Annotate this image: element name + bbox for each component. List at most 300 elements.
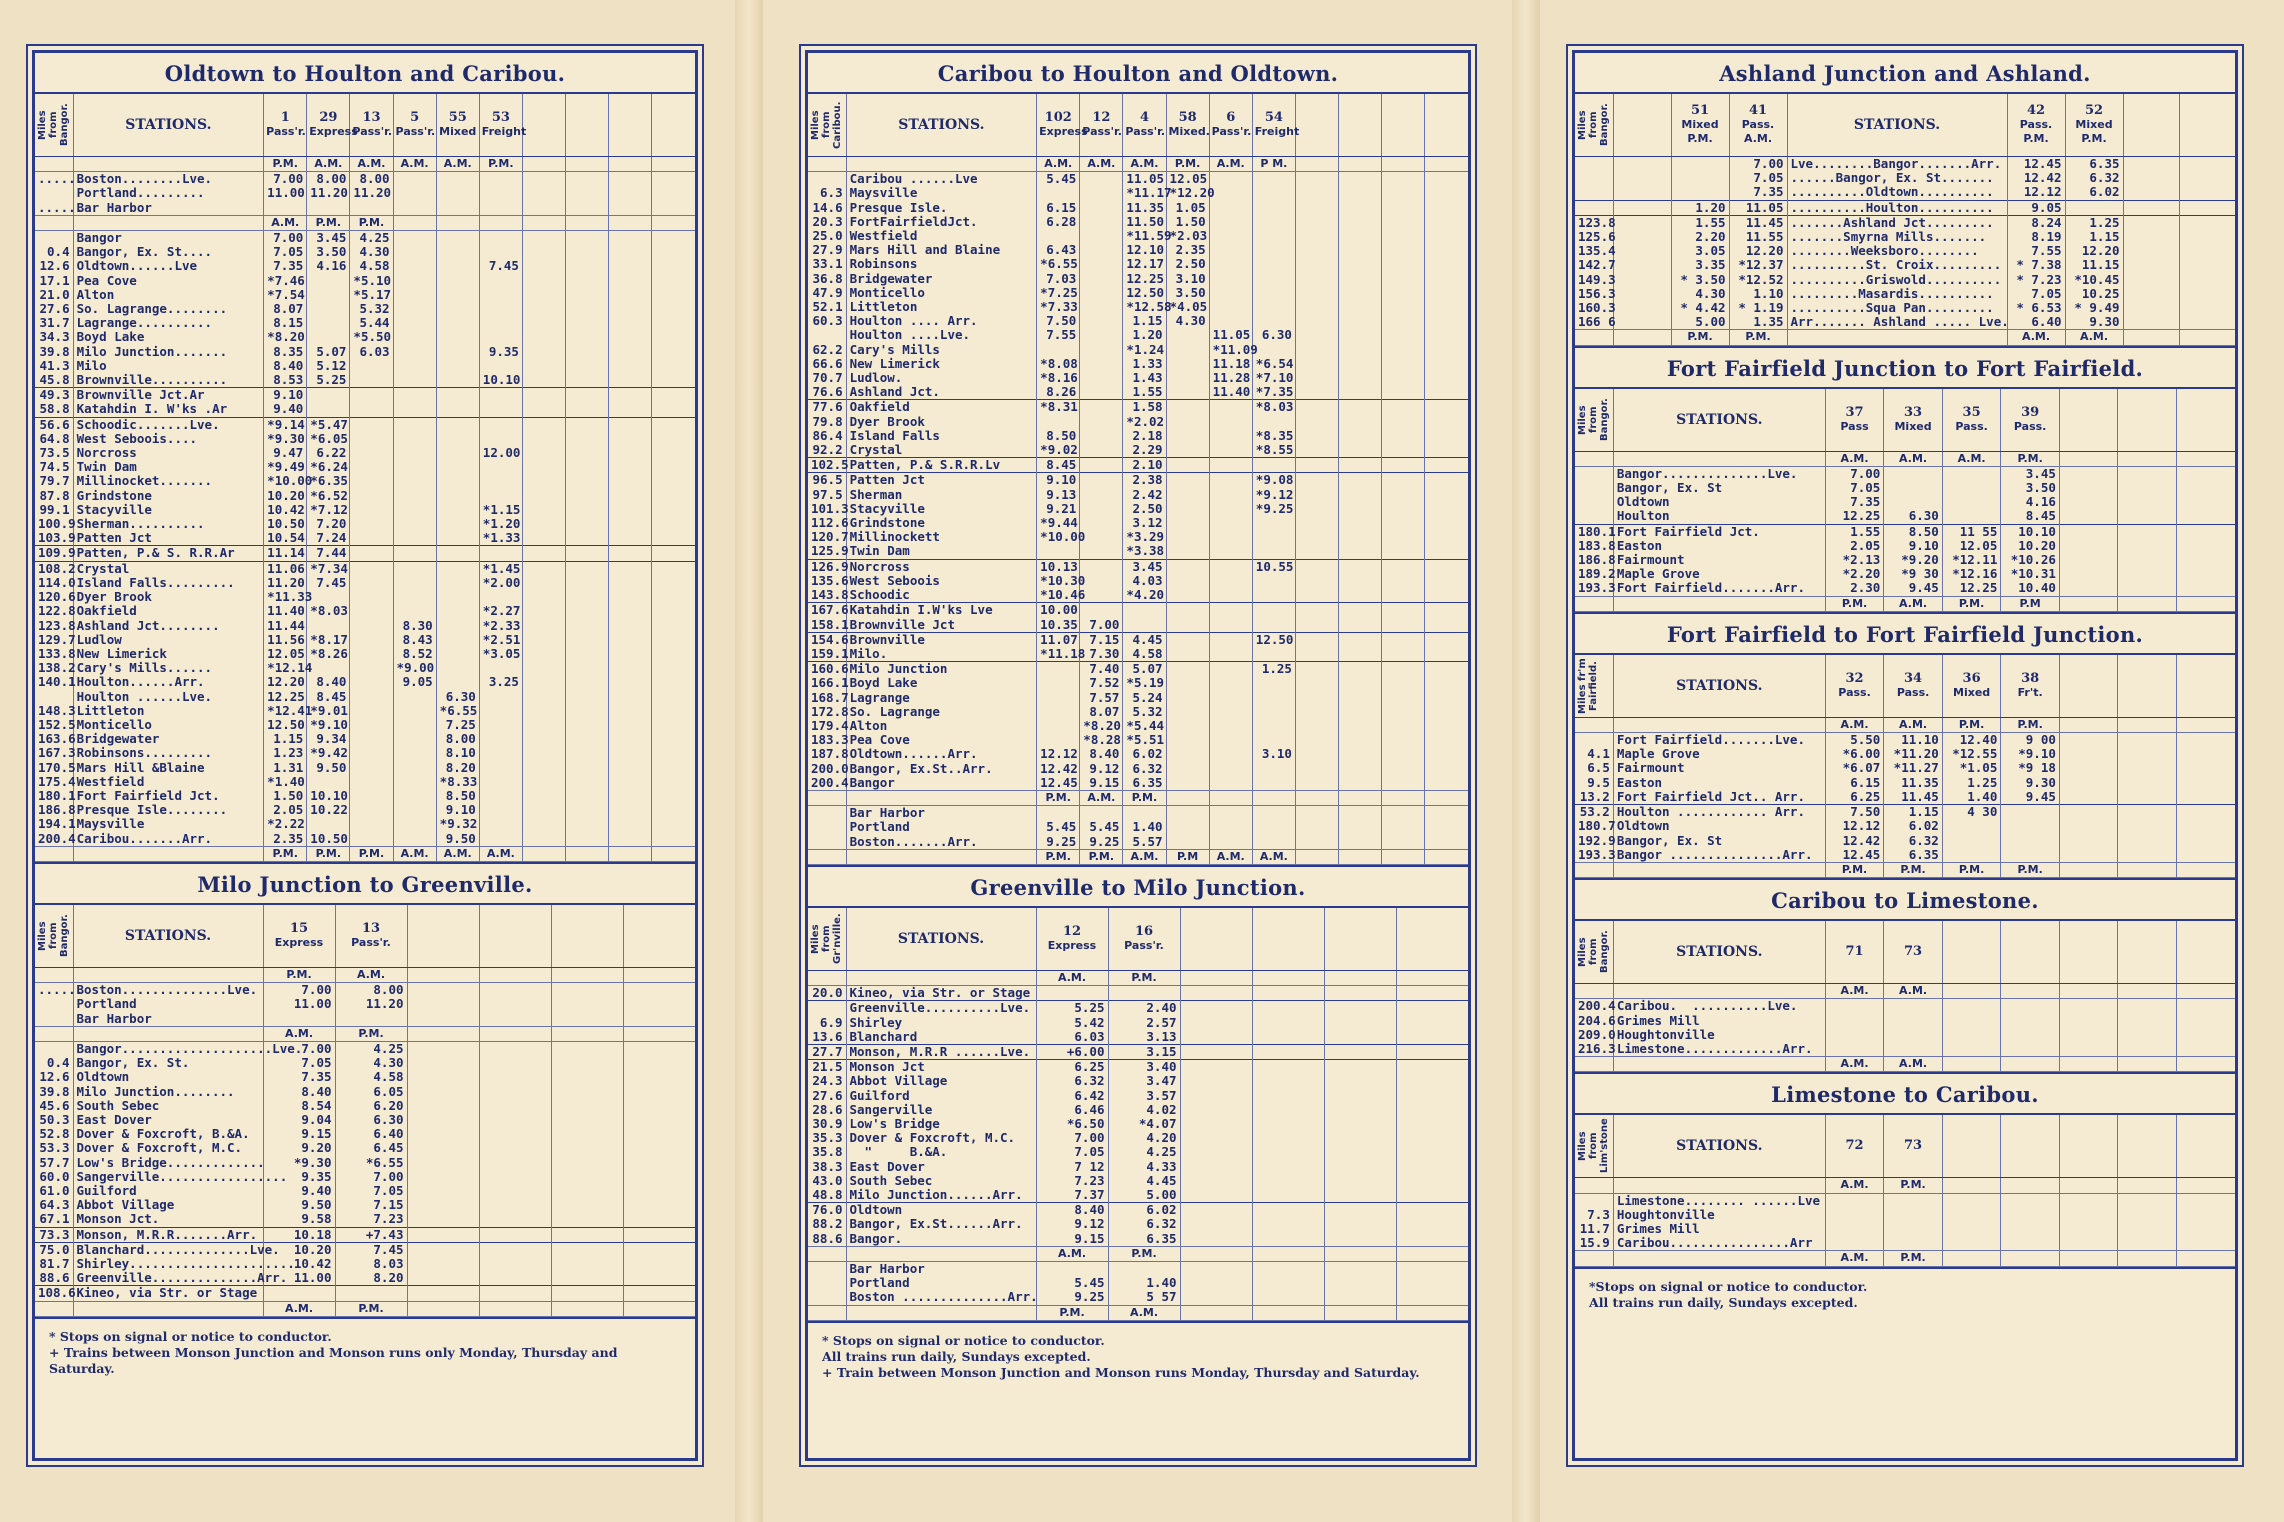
station-name: Cary's Mills...... — [73, 661, 264, 675]
blank-cell — [609, 388, 652, 403]
train-number: 41 — [1748, 103, 1768, 118]
time-cell — [1037, 662, 1080, 677]
time-cell — [1942, 481, 2001, 495]
time-cell: 12.50 — [1252, 632, 1295, 647]
blank-cell — [479, 1271, 551, 1286]
ampm-row — [1575, 451, 2235, 466]
miles-cell: 166.1 — [811, 675, 849, 691]
blank-cell — [1942, 1042, 2001, 1057]
time-cell: 7.00 — [263, 983, 335, 998]
blank-cell — [522, 546, 565, 561]
time-cell: 3.13 — [1108, 1030, 1180, 1045]
train-number: 42 — [2026, 103, 2046, 118]
blank-cell — [1324, 1044, 1396, 1059]
time-cell: *1.24 — [1123, 343, 1166, 357]
station-name: Twin Dam — [73, 460, 264, 474]
station-name: Limestone.............Arr. — [1613, 1042, 1825, 1057]
blank-cell — [1339, 300, 1382, 314]
table-row — [35, 388, 695, 403]
blank-cell — [1180, 986, 1252, 1001]
train-header — [1825, 1115, 1884, 1178]
table-row — [808, 516, 1468, 530]
blank-cell — [1180, 1262, 1252, 1277]
miles-header-text: Miles fr'm Fairfield. — [1577, 657, 1599, 714]
blank-column-header — [1382, 94, 1425, 157]
station-name: Milo Junction....... — [73, 345, 264, 359]
station-name: Mars Hill and Blaine — [846, 243, 1037, 257]
time-cell: 12.42 — [1825, 834, 1884, 848]
train-ampm: P.M. — [1687, 132, 1713, 145]
blank-cell — [1180, 1060, 1252, 1075]
time-cell: 7.45 — [479, 259, 522, 273]
time-cell — [436, 619, 479, 633]
blank-cell — [522, 417, 565, 432]
blank-cell — [1324, 1074, 1396, 1088]
blank-cell — [1180, 1145, 1252, 1159]
miles-cell: ...... — [38, 982, 84, 998]
blank-cell — [2059, 790, 2118, 805]
table-row — [1575, 1057, 2235, 1072]
blank-cell — [2118, 1057, 2177, 1072]
miles-cell: 21.0 — [39, 286, 70, 302]
blank-cell — [1382, 257, 1425, 271]
miles-cell — [35, 1012, 73, 1027]
time-cell — [1037, 806, 1080, 821]
time-cell: 7.24 — [307, 531, 350, 546]
blank-cell — [1382, 429, 1425, 443]
station-name: Oakfield — [846, 400, 1037, 415]
blank-cell — [623, 1156, 695, 1170]
blank-cell — [1382, 215, 1425, 229]
miles-cell: 154.6 — [808, 632, 846, 647]
time-cell: 12.25 — [1942, 581, 2001, 596]
time-cell: A.M. — [1108, 1305, 1180, 1320]
blank-cell — [551, 1271, 623, 1286]
time-cell — [1080, 458, 1123, 473]
blank-cell — [1295, 371, 1338, 385]
blank-cell — [1396, 986, 1468, 1001]
time-cell: 5.44 — [350, 316, 393, 330]
time-cell: 8.07 — [264, 302, 307, 316]
station-name: Pea Cove — [73, 274, 264, 288]
station-name: Kineo, via Str. or Stage — [73, 1286, 263, 1301]
blank-cell — [2176, 761, 2235, 775]
miles-cell: 129.7 — [38, 631, 76, 647]
blank-cell — [1613, 215, 1671, 230]
table-row — [35, 997, 695, 1011]
blank-cell — [652, 633, 695, 647]
blank-cell — [551, 1099, 623, 1113]
ampm-cell: A.M. — [350, 157, 393, 172]
table-row — [808, 371, 1468, 385]
blank-cell — [609, 746, 652, 760]
blank-cell — [1180, 1117, 1252, 1131]
time-cell: *12.14 — [264, 661, 307, 675]
table-row — [808, 488, 1468, 502]
station-name: Brownville.......... — [73, 373, 264, 388]
table-row — [1575, 581, 2235, 596]
blank-cell — [1324, 1217, 1396, 1231]
time-cell: 3.50 — [1166, 286, 1209, 300]
blank-cell — [1339, 776, 1382, 791]
time-cell — [350, 531, 393, 546]
blank-cell — [2059, 1014, 2118, 1028]
table-row — [35, 201, 695, 216]
table-row — [35, 1099, 695, 1113]
time-cell: 9.15 — [1036, 1232, 1108, 1247]
time-cell: P.M. — [1037, 849, 1080, 864]
train-header — [1884, 1115, 1943, 1178]
ampm-row — [808, 157, 1468, 172]
time-cell — [436, 675, 479, 689]
table-row — [35, 417, 695, 432]
blank-cell — [1396, 1232, 1468, 1247]
table-row — [808, 733, 1468, 747]
section-oldtown-houlton-caribou — [35, 53, 695, 864]
blank-cell — [522, 517, 565, 531]
time-cell — [393, 172, 436, 187]
miles-header — [35, 905, 73, 968]
time-cell — [1080, 286, 1123, 300]
table-row — [1575, 481, 2235, 495]
blank-column-header — [2176, 921, 2235, 984]
time-cell: *6.35 — [307, 474, 350, 488]
time-cell: *8.20 — [1080, 719, 1123, 733]
time-cell: 5.25 — [1036, 1001, 1108, 1016]
time-cell — [1166, 443, 1209, 458]
time-cell: 11 55 — [1942, 524, 2001, 539]
blank-cell — [1382, 632, 1425, 647]
blank-cell — [808, 157, 846, 172]
time-cell — [1209, 691, 1252, 705]
blank-cell — [652, 746, 695, 760]
time-cell — [393, 231, 436, 246]
train-number: 16 — [1134, 923, 1154, 939]
train-type: Pass — [1840, 419, 1869, 433]
time-cell — [307, 330, 350, 344]
blank-cell — [1339, 705, 1382, 719]
blank-cell — [2001, 1042, 2060, 1057]
station-name: Milo. — [846, 647, 1037, 662]
blank-cell — [2176, 466, 2235, 481]
blank-cell — [1339, 286, 1382, 300]
time-cell — [307, 590, 350, 604]
blank-cell — [2118, 819, 2177, 833]
time-cell — [307, 402, 350, 417]
time-cell — [479, 186, 522, 200]
blank-cell — [1396, 1188, 1468, 1203]
time-cell: 1.40 — [1942, 790, 2001, 805]
time-cell: 2.20 — [1671, 230, 1729, 244]
station-name: Easton — [1613, 776, 1825, 790]
miles-cell: 99.1 — [39, 501, 70, 517]
blank-cell — [1180, 1232, 1252, 1247]
station-name: Bangor, Ex. St — [1613, 834, 1825, 848]
time-cell: P.M. — [2001, 862, 2060, 877]
table-row — [808, 215, 1468, 229]
blank-cell — [609, 274, 652, 288]
blank-cell — [1339, 357, 1382, 371]
time-cell: 6.02 — [2065, 185, 2123, 200]
blank-cell — [609, 590, 652, 604]
time-cell: 6.25 — [1036, 1060, 1108, 1075]
miles-cell: 108.6 — [35, 1286, 73, 1301]
blank-cell — [2059, 581, 2118, 596]
blank-cell — [1396, 970, 1468, 985]
time-cell: 5.07 — [1123, 662, 1166, 677]
table-row — [1575, 215, 2235, 230]
time-cell — [350, 832, 393, 847]
footnote-line: + Trains between Monson Junction and Monson runs only Monday, Thursday and Saturday. — [49, 1344, 618, 1376]
blank-cell — [1613, 171, 1671, 185]
time-cell: 4.30 — [350, 245, 393, 259]
blank-cell — [1382, 618, 1425, 633]
blank-cell — [566, 446, 609, 460]
table-row — [35, 761, 695, 775]
blank-cell — [566, 846, 609, 861]
time-cell: *11.18 — [1037, 647, 1080, 662]
miles-cell — [1575, 1057, 1613, 1072]
blank-cell — [1942, 1251, 2001, 1266]
blank-cell — [479, 1227, 551, 1242]
time-cell: 10.13 — [1037, 559, 1080, 574]
table-row — [808, 443, 1468, 458]
station-name: Sangerville................. — [73, 1170, 263, 1184]
time-cell: *11.17 — [1123, 186, 1166, 200]
station-name: Portland — [846, 1276, 1036, 1290]
table-row — [1575, 1193, 2235, 1208]
blank-cell — [609, 231, 652, 246]
table-row — [1575, 1222, 2235, 1236]
time-cell: 1.25 — [2065, 215, 2123, 230]
time-cell — [350, 718, 393, 732]
time-cell — [479, 546, 522, 561]
blank-cell — [1295, 443, 1338, 458]
station-name: Littleton — [73, 704, 264, 718]
time-cell: P.M. — [1123, 790, 1166, 805]
time-cell — [479, 316, 522, 330]
blank-cell — [1252, 1089, 1324, 1103]
blank-cell — [1382, 776, 1425, 791]
header-row — [808, 94, 1468, 157]
table-row — [35, 1301, 695, 1316]
time-cell — [1166, 820, 1209, 834]
miles-cell: 27.6 — [39, 301, 70, 317]
time-cell — [479, 474, 522, 488]
table-row — [808, 632, 1468, 647]
time-cell: *7.35 — [1252, 385, 1295, 400]
time-cell: 2.42 — [1123, 488, 1166, 502]
time-cell: 7.50 — [1037, 314, 1080, 328]
time-cell — [1080, 172, 1123, 187]
station-name: Bangor — [73, 231, 264, 246]
time-cell: 10.20 — [264, 489, 307, 503]
time-cell: 4.58 — [1123, 647, 1166, 662]
station-name: Westfield — [846, 229, 1037, 243]
blank-cell — [522, 647, 565, 661]
blank-cell — [652, 619, 695, 633]
blank-cell — [566, 157, 609, 172]
blank-cell — [1942, 1014, 2001, 1028]
blank-cell — [652, 172, 695, 187]
blank-cell — [1382, 488, 1425, 502]
table-row — [808, 647, 1468, 662]
time-cell — [350, 446, 393, 460]
miles-header — [808, 908, 846, 971]
blank-cell — [1613, 157, 1671, 172]
time-cell: *2.00 — [479, 576, 522, 590]
blank-cell — [609, 474, 652, 488]
table-row — [35, 316, 695, 330]
time-cell: 12.42 — [2007, 171, 2065, 185]
station-name: Lagrange — [846, 691, 1037, 705]
time-cell: 10.50 — [264, 517, 307, 531]
blank-cell — [2176, 776, 2235, 790]
time-cell: *10.46 — [1037, 588, 1080, 603]
time-cell — [1166, 691, 1209, 705]
miles-cell: 13.6 — [812, 1028, 843, 1044]
time-cell: 9.04 — [263, 1113, 335, 1127]
miles-cell — [808, 328, 846, 342]
time-cell: P.M. — [1671, 330, 1729, 345]
blank-cell — [1339, 473, 1382, 488]
miles-cell — [1575, 596, 1613, 611]
blank-cell — [1295, 705, 1338, 719]
miles-cell: 39.8 — [39, 343, 70, 359]
miles-cell: 200.4 — [811, 774, 849, 790]
stations-header: STATIONS. — [846, 94, 1037, 157]
miles-cell — [35, 997, 73, 1011]
table-row — [35, 590, 695, 604]
table-row — [35, 1242, 695, 1257]
train-type: Express — [1047, 938, 1097, 952]
time-cell — [2001, 848, 2060, 863]
station-name: Twin Dam — [846, 544, 1037, 559]
time-cell: P.M. — [1942, 596, 2001, 611]
blank-cell — [1324, 986, 1396, 1001]
time-cell — [1252, 343, 1295, 357]
time-cell — [1166, 357, 1209, 371]
miles-cell: 67.1 — [39, 1211, 70, 1227]
time-cell: 1.40 — [1123, 820, 1166, 834]
time-cell: 4.25 — [350, 231, 393, 246]
time-cell: 6.35 — [1123, 776, 1166, 791]
time-cell: 4.58 — [335, 1070, 407, 1084]
time-cell: 9.35 — [479, 345, 522, 359]
time-cell — [263, 1012, 335, 1027]
section-limestone-caribou — [1575, 1074, 2235, 1268]
time-cell — [1209, 201, 1252, 215]
blank-cell — [35, 157, 73, 172]
blank-cell — [1339, 272, 1382, 286]
time-cell: 1.43 — [1123, 371, 1166, 385]
stations-header: STATIONS. — [1787, 94, 2007, 157]
blank-cell — [1252, 1117, 1324, 1131]
station-name: Island Falls — [846, 429, 1037, 443]
station-name: Fort Fairfield Jct.. Arr. — [1613, 790, 1825, 805]
blank-cell — [2176, 451, 2235, 466]
station-name — [1613, 862, 1825, 877]
time-cell — [479, 215, 522, 230]
ampm-cell: A.M. — [436, 157, 479, 172]
table-row — [808, 705, 1468, 719]
time-cell: *4.20 — [1123, 588, 1166, 603]
section-title: Oldtown to Houlton and Caribou. — [35, 53, 695, 94]
train-number: 15 — [289, 920, 309, 936]
time-cell: 10.42 — [264, 503, 307, 517]
time-cell: 9.20 — [263, 1141, 335, 1155]
blank-column-header — [2176, 655, 2235, 718]
miles-cell: 103.9 — [38, 530, 76, 546]
time-cell — [1166, 676, 1209, 690]
blank-cell — [1339, 443, 1382, 458]
table-row — [35, 359, 695, 373]
table-row — [35, 259, 695, 273]
time-cell — [436, 274, 479, 288]
time-cell: *2.03 — [1166, 229, 1209, 243]
blank-cell — [1425, 157, 1468, 172]
blank-cell — [652, 474, 695, 488]
header-row — [35, 94, 695, 157]
blank-cell — [566, 517, 609, 531]
time-cell: 2.10 — [1123, 458, 1166, 473]
time-cell — [307, 817, 350, 831]
blank-cell — [1613, 1178, 1825, 1193]
miles-cell: 88.6 — [812, 1230, 843, 1246]
time-cell: 11.20 — [307, 186, 350, 200]
time-cell — [350, 604, 393, 618]
blank-cell — [1339, 835, 1382, 850]
blank-cell — [566, 561, 609, 576]
miles-cell: 200.4 — [1578, 998, 1616, 1014]
time-cell — [1209, 488, 1252, 502]
time-cell — [1209, 806, 1252, 821]
time-cell — [1884, 1208, 1943, 1222]
time-cell: 3.57 — [1108, 1089, 1180, 1103]
blank-column-header — [609, 94, 652, 157]
time-cell: 7.45 — [335, 1242, 407, 1257]
time-cell — [393, 803, 436, 817]
blank-column-header — [2059, 921, 2118, 984]
miles-cell: 156.3 — [1578, 285, 1616, 301]
blank-cell — [1339, 257, 1382, 271]
blank-column-header — [1942, 1115, 2001, 1178]
station-name: Arr....... Ashland ..... Lve. — [1787, 315, 2007, 330]
blank-cell — [652, 517, 695, 531]
blank-cell — [1295, 272, 1338, 286]
time-cell: A.M. — [2065, 330, 2123, 345]
blank-cell — [1295, 488, 1338, 502]
time-cell: 8.00 — [335, 983, 407, 998]
blank-cell — [2179, 244, 2235, 258]
blank-cell — [2179, 230, 2235, 244]
blank-cell — [1295, 574, 1338, 588]
blank-cell — [1425, 849, 1468, 864]
blank-cell — [2059, 481, 2118, 495]
time-cell — [393, 746, 436, 760]
blank-cell — [2118, 1178, 2177, 1193]
blank-cell — [609, 215, 652, 230]
blank-cell — [407, 1041, 479, 1056]
train-number: 12 — [1062, 923, 1082, 939]
time-cell: 5.24 — [1123, 691, 1166, 705]
blank-cell — [1396, 1016, 1468, 1030]
station-name: East Dover — [846, 1160, 1036, 1174]
blank-cell — [2118, 717, 2177, 732]
station-name: Monson Jct — [846, 1060, 1036, 1075]
blank-cell — [1425, 343, 1468, 357]
blank-cell — [609, 604, 652, 618]
